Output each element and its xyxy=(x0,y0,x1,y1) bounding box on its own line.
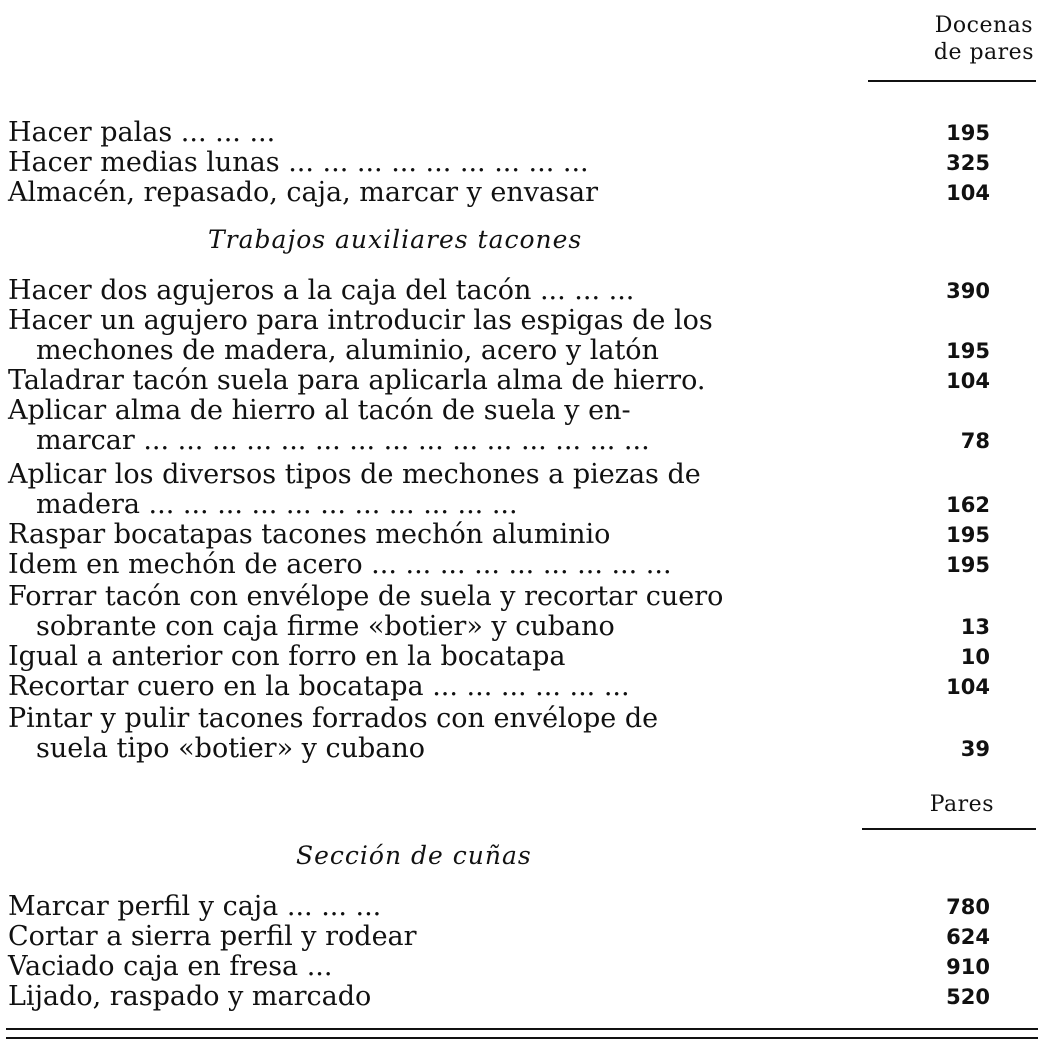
row-value: 195 xyxy=(946,523,990,547)
row-label: Lijado, raspado y marcado xyxy=(8,981,372,1012)
section-title-cunas: Sección de cuñas xyxy=(296,841,532,870)
row-label: Hacer dos agujeros a la caja del tacón ... ... ... xyxy=(8,275,635,306)
table-row xyxy=(8,397,990,425)
row-label: suela tipo «botier» y cubano xyxy=(36,733,426,764)
row-label: sobrante con caja firme «botier» y cubano xyxy=(36,611,615,642)
table-row xyxy=(8,149,990,177)
row-value: 195 xyxy=(946,121,990,145)
row-value: 195 xyxy=(946,339,990,363)
table-row xyxy=(8,307,990,335)
row-value: 10 xyxy=(960,645,990,669)
row-label: Taladrar tacón suela para aplicarla alma de hierro. xyxy=(8,365,706,396)
table-row xyxy=(8,705,990,733)
row-label: madera ... ... ... ... ... ... ... ... ... ... ... xyxy=(36,489,518,520)
row-value: 195 xyxy=(946,553,990,577)
row-label: Aplicar alma de hierro al tacón de suela y en- xyxy=(8,395,631,426)
table-row xyxy=(8,953,990,981)
row-value: 780 xyxy=(946,895,990,919)
table-row xyxy=(8,893,990,921)
row-label: Pintar y pulir tacones forrados con envélope de xyxy=(8,703,659,734)
column-header-docenas xyxy=(934,12,1034,66)
row-label: marcar ... ... ... ... ... ... ... ... ... ... ... ... ... ... ... xyxy=(36,425,650,456)
row-value: 390 xyxy=(946,279,990,303)
row-value: 104 xyxy=(946,675,990,699)
header-rule-pares xyxy=(862,828,1036,830)
table-row xyxy=(8,923,990,951)
table-row xyxy=(8,427,990,455)
row-value: 162 xyxy=(946,493,990,517)
row-value: 39 xyxy=(960,737,990,761)
table-row xyxy=(8,119,990,147)
table-row xyxy=(8,277,990,305)
row-label: Hacer palas ... ... ... xyxy=(8,117,276,148)
section-title-tacones: Trabajos auxiliares tacones xyxy=(208,225,583,254)
table-row xyxy=(8,583,990,611)
column-header-pares: Pares xyxy=(929,792,994,817)
table-row xyxy=(8,461,990,489)
table-row xyxy=(8,673,990,701)
table-row xyxy=(8,367,990,395)
row-label: Marcar perfil y caja ... ... ... xyxy=(8,891,382,922)
row-label: Recortar cuero en la bocatapa ... ... ... ... ... ... xyxy=(8,671,630,702)
table-row xyxy=(8,983,990,1011)
table-row xyxy=(8,337,990,365)
row-value: 104 xyxy=(946,181,990,205)
row-value: 13 xyxy=(960,615,990,639)
row-label: Aplicar los diversos tipos de mechones a piezas de xyxy=(8,459,701,490)
row-value: 78 xyxy=(960,429,990,453)
row-value: 910 xyxy=(946,955,990,979)
column-header-docenas-line2: de pares xyxy=(933,40,1034,65)
row-label: Almacén, repasado, caja, marcar y envasar xyxy=(8,177,598,208)
row-label: Idem en mechón de acero ... ... ... ... ... ... ... ... ... xyxy=(8,549,672,580)
row-label: Raspar bocatapas tacones mechón aluminio xyxy=(8,519,611,550)
table-row xyxy=(8,551,990,579)
row-label: Igual a anterior con forro en la bocatapa xyxy=(8,641,566,672)
row-label: Hacer medias lunas ... ... ... ... ... ... ... ... ... xyxy=(8,147,589,178)
row-value: 520 xyxy=(946,985,990,1009)
row-label: mechones de madera, aluminio, acero y latón xyxy=(36,335,659,366)
bottom-rule-1 xyxy=(6,1028,1038,1030)
header-rule-top xyxy=(868,80,1036,82)
bottom-rule-2 xyxy=(6,1037,1038,1039)
row-value: 624 xyxy=(946,925,990,949)
row-label: Vaciado caja en fresa ... xyxy=(8,951,333,982)
row-value: 104 xyxy=(946,369,990,393)
row-label: Hacer un agujero para introducir las espigas de los xyxy=(8,305,713,336)
row-label: Forrar tacón con envélope de suela y recortar cuero xyxy=(8,581,724,612)
table-row xyxy=(8,179,990,207)
table-row xyxy=(8,643,990,671)
table-row xyxy=(8,521,990,549)
table-row xyxy=(8,613,990,641)
table-row xyxy=(8,735,990,763)
table-row xyxy=(8,491,990,519)
row-label: Cortar a sierra perfil y rodear xyxy=(8,921,417,952)
column-header-docenas-line1: Docenas xyxy=(934,13,1034,38)
row-value: 325 xyxy=(946,151,990,175)
